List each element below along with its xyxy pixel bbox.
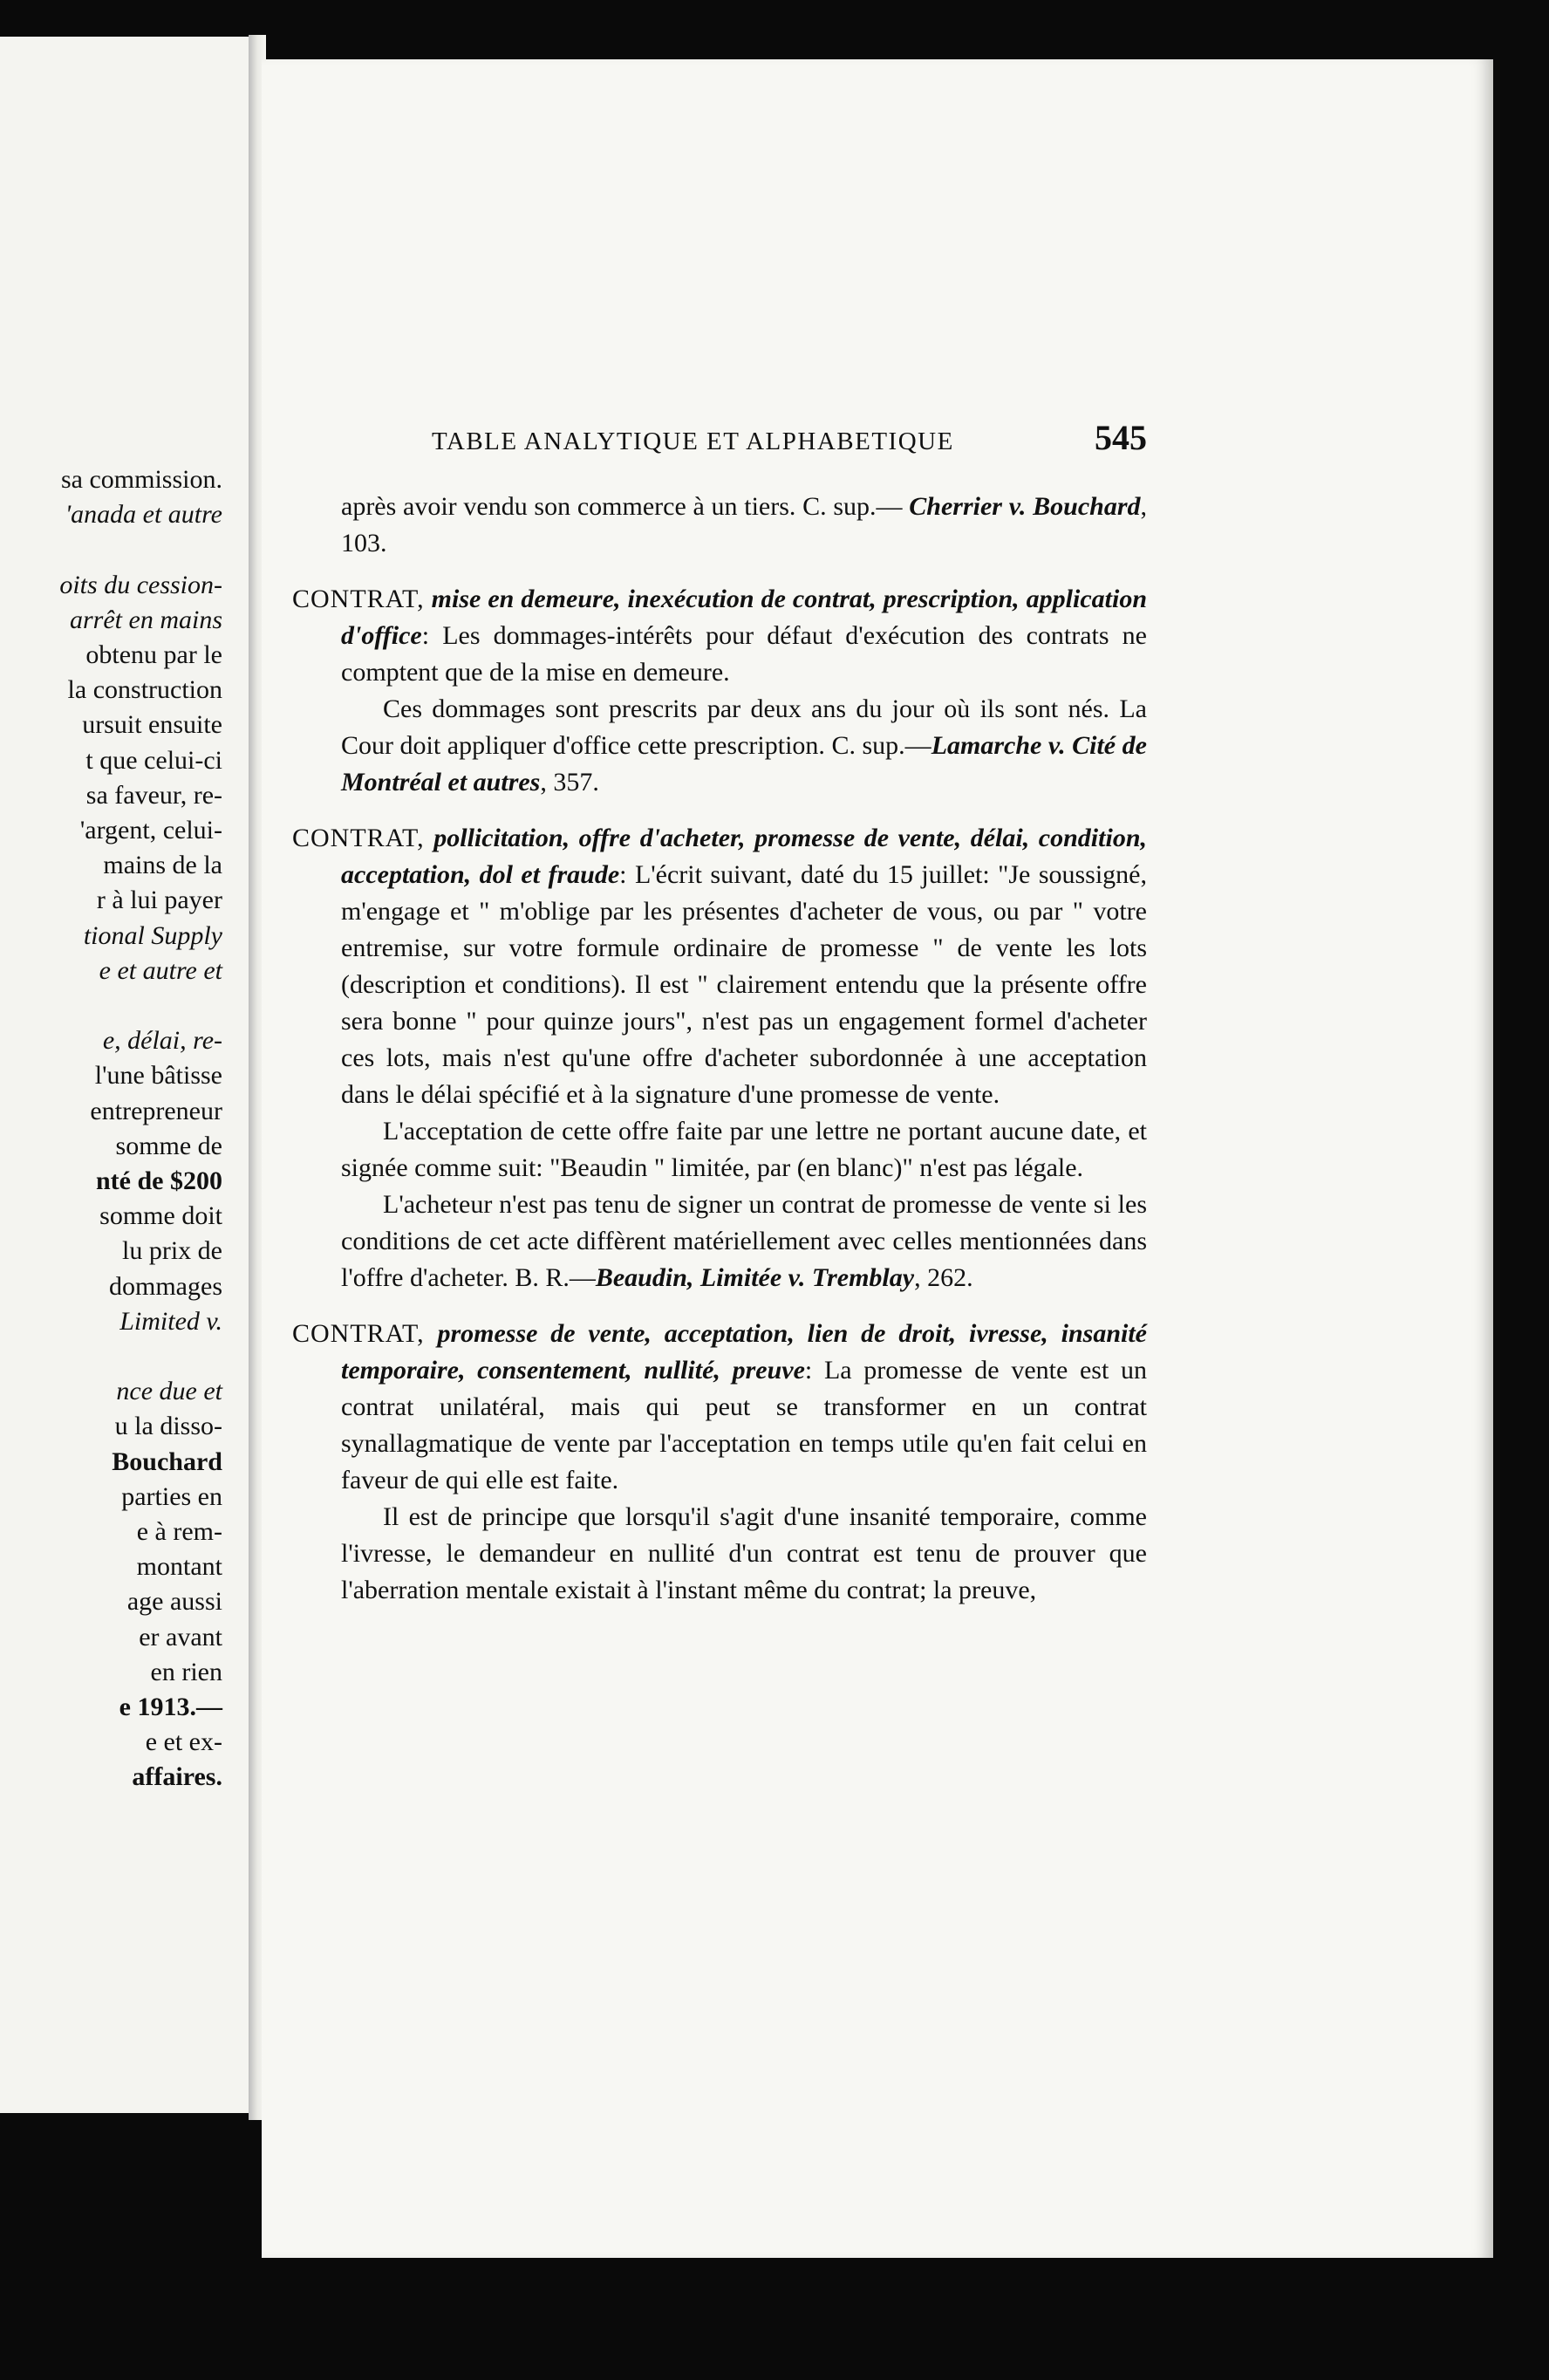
entry-text: : L'écrit suivant, daté du 15 juillet: "Je soussigné, m'engage et " m'oblige par les présentes d'acheter de vous, ou par " votre entremise, sur votre formule ordinaire de promesse " de vente les lots (description et conditions). Il est " clairement entendu que la présente offre sera bonne " pour quinze jours", n'est pas un engagement formel d'acheter ces lots, mais n'est qu'une offre d'acheter subordonnée à une acceptation dans le délai spécifié et à la signature d'une promesse de vente. xyxy=(341,860,1147,1109)
index-content xyxy=(292,489,1147,1609)
facing-page-line: montant xyxy=(136,1552,222,1582)
facing-page-line: nce due et xyxy=(116,1377,222,1406)
facing-page-line: 'anada et autre xyxy=(65,500,222,530)
facing-page-line: e et ex- xyxy=(145,1727,222,1757)
entry-keyword: CONTRAT, xyxy=(292,824,425,852)
facing-page-line: obtenu par le xyxy=(85,640,222,669)
facing-page-line: r à lui payer xyxy=(96,886,222,915)
index-entry xyxy=(292,820,1147,1296)
entry-headings: promesse de vente, acceptation, lien de droit, ivresse, insanité temporaire, consentement, nullité, preuve xyxy=(341,1319,1147,1385)
entry-text: Ces dommages sont prescrits par deux ans du jour où ils sont nés. La Cour doit appliquer d'office cette prescription. C. sup.— xyxy=(341,694,1147,760)
citation-page: , 103. xyxy=(341,492,1148,557)
facing-page-line: tional Supply xyxy=(83,920,222,950)
facing-page-line: parties en xyxy=(121,1481,222,1511)
running-title: TABLE ANALYTIQUE ET ALPHABETIQUE xyxy=(432,427,954,455)
facing-page-line: la construction xyxy=(67,675,222,705)
case-citation: Lamarche v. Cité de Montréal et autres xyxy=(341,731,1147,797)
facing-page-line: e, délai, re- xyxy=(102,1026,222,1056)
facing-page-line: 'argent, celui- xyxy=(79,816,222,845)
facing-page-line: dommages xyxy=(109,1271,222,1301)
facing-page-line: en rien xyxy=(150,1657,222,1686)
entry-text: : Les dommages-intérêts pour défaut d'exécution des contrats ne comptent que de la mise en demeure. xyxy=(341,621,1147,687)
index-entry xyxy=(292,1316,1147,1609)
facing-page-line: Bouchard xyxy=(112,1446,222,1476)
entry-text: Il est de principe que lorsqu'il s'agit d'une insanité temporaire, comme l'ivresse, le demandeur en nullité d'un contrat est tenu de prouver que l'aberration mentale existait à l'instant même du contrat; la preuve, xyxy=(341,1502,1147,1604)
facing-page-line: lu prix de xyxy=(122,1236,222,1266)
facing-page-line: sa faveur, re- xyxy=(85,780,222,810)
facing-page-line: e à rem- xyxy=(136,1517,222,1546)
facing-page-fragment xyxy=(0,37,251,2113)
entry-keyword: CONTRAT, xyxy=(292,1319,425,1348)
page-number: 545 xyxy=(1095,418,1147,457)
facing-page-line: arrêt en mains xyxy=(70,605,222,634)
entry-text: L'acheteur n'est pas tenu de signer un contrat de promesse de vente si les conditions de cet acte diffèrent matériellement avec celles mentionnées dans l'offre d'acheter. B. R.— xyxy=(341,1190,1147,1292)
index-entry xyxy=(292,581,1147,801)
citation-page: , 357. xyxy=(540,768,599,797)
facing-page-line: nté de $200 xyxy=(96,1166,222,1195)
index-entry-continued xyxy=(292,489,1147,562)
case-citation: Cherrier v. Bouchard xyxy=(909,492,1141,521)
entry-headings: pollicitation, offre d'acheter, promesse de vente, délai, condition, acceptation, dol et fraude xyxy=(341,824,1147,889)
facing-page-line: somme de xyxy=(115,1131,222,1160)
facing-page-line: e 1913.— xyxy=(119,1693,222,1721)
facing-page-line: age aussi xyxy=(126,1587,222,1617)
facing-page-line: oits du cession- xyxy=(59,570,222,599)
facing-page-line: affaires. xyxy=(132,1762,222,1792)
entry-text: : La promesse de vente est un contrat unilatéral, mais qui peut se transformer en un contrat synallagmatique de vente par l'acceptation en temps utile qu'en fait celui en faveur de qui elle est faite. xyxy=(341,1356,1148,1494)
facing-page-line: ursuit ensuite xyxy=(82,710,222,740)
facing-page-line: sa commission. xyxy=(61,465,222,494)
citation-page: , 262. xyxy=(914,1263,973,1292)
facing-page-line: mains de la xyxy=(103,851,222,880)
facing-page-line: Limited v. xyxy=(119,1306,222,1336)
entry-text: après avoir vendu son commerce à un tiers. C. sup.— xyxy=(341,492,903,521)
entry-keyword: CONTRAT, xyxy=(292,585,425,613)
case-citation: Beaudin, Limitée v. Tremblay xyxy=(595,1263,915,1292)
facing-page-line: e et autre et xyxy=(99,955,222,985)
entry-text: L'acceptation de cette offre faite par une lettre ne portant aucune date, et signée comme suit: "Beaudin " limitée, par (en blanc)" n'est pas légale. xyxy=(341,1117,1147,1182)
facing-page-line: entrepreneur xyxy=(90,1096,222,1125)
facing-page-line: somme doit xyxy=(99,1201,222,1231)
facing-page-line: l'une bâtisse xyxy=(94,1061,222,1091)
entry-headings: mise en demeure, inexécution de contrat, prescription, application d'office xyxy=(341,585,1147,650)
facing-page-line: er avant xyxy=(139,1622,222,1652)
facing-page-line: t que celui-ci xyxy=(85,745,222,775)
facing-page-line: u la disso- xyxy=(114,1412,222,1441)
running-header xyxy=(432,417,1147,469)
